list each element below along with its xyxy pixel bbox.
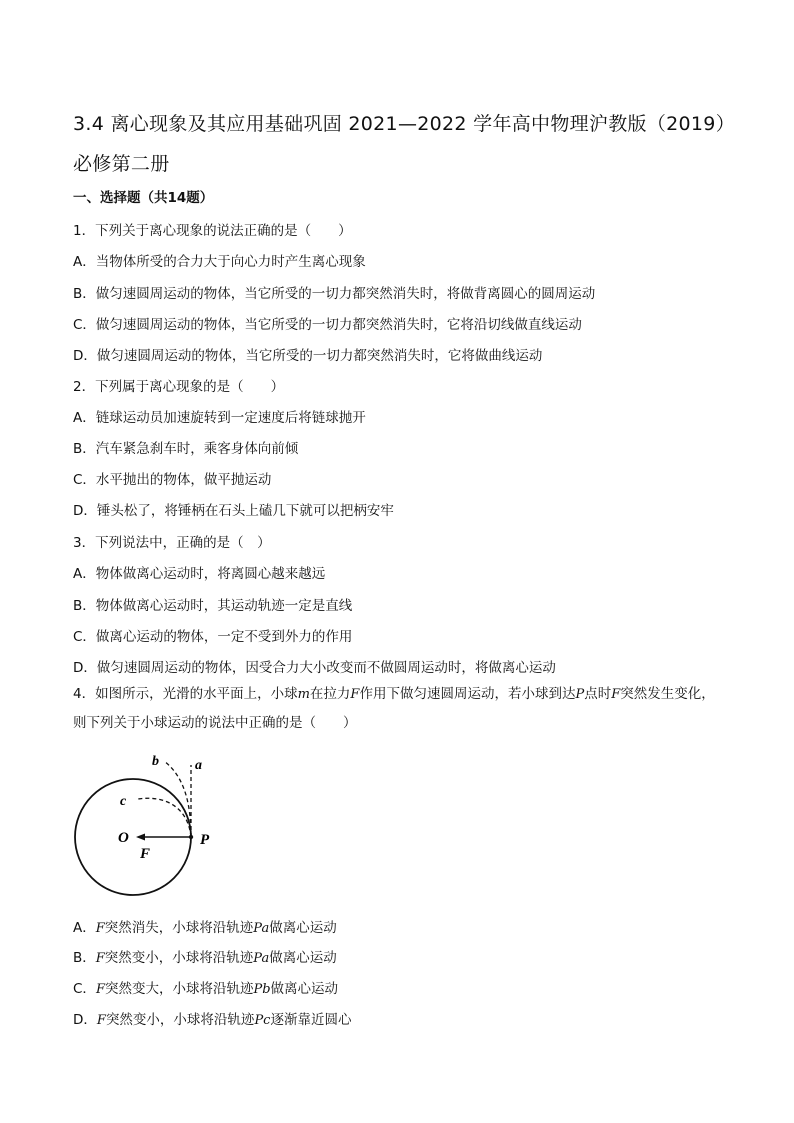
option-var: Pa [253, 951, 270, 966]
option-text: 突然消失，小球将沿轨迹 [104, 920, 254, 936]
option-var: F [95, 982, 105, 997]
option-var: Pa [253, 921, 270, 936]
q4-option-d [73, 1008, 351, 1028]
option-var: Pc [254, 1013, 271, 1028]
option-text: 突然变大，小球将沿轨迹 [104, 981, 254, 997]
q1-option-a: A．当物体所受的合力大于向心力时产生离心现象 [73, 254, 366, 270]
q2-option-d: D．锤头松了，将锤柄在石头上磕几下就可以把柄安牢 [73, 503, 394, 519]
q4-var-f: F [350, 687, 360, 702]
q4-stem-text: 4．如图所示，光滑的水平面上，小球 [73, 686, 298, 702]
q4-option-c [73, 977, 338, 997]
option-prefix: A． [73, 920, 96, 936]
option-text: 突然变小，小球将沿轨迹 [104, 950, 254, 966]
q4-option-b [73, 946, 337, 966]
option-text: 做离心运动 [269, 950, 337, 966]
section-heading: 一、选择题（共14题） [73, 190, 214, 206]
option-var: Pb [253, 982, 271, 997]
q1-stem: 1．下列关于离心现象的说法正确的是（ ） [73, 223, 352, 239]
option-var: F [95, 921, 105, 936]
label-b: b [152, 754, 159, 769]
q2-stem: 2．下列属于离心现象的是（ ） [73, 379, 285, 395]
label-o: O [118, 830, 129, 846]
q4-stem [73, 680, 723, 737]
q2-option-c: C．水平抛出的物体，做平抛运动 [73, 472, 272, 488]
option-var: F [95, 951, 105, 966]
q3-option-a: A．物体做离心运动时，将离圆心越来越远 [73, 566, 326, 582]
q4-var-p: P [575, 687, 585, 702]
q3-option-b: B．物体做离心运动时，其运动轨迹一定是直线 [73, 598, 353, 614]
q4-circular-motion-figure [70, 745, 230, 905]
q4-stem-text: 在拉力 [309, 686, 351, 702]
option-prefix: D． [73, 1012, 97, 1028]
option-text: 突然变小，小球将沿轨迹 [105, 1012, 255, 1028]
option-text: 做离心运动 [270, 981, 339, 997]
q1-option-c: C．做匀速圆周运动的物体，当它所受的一切力都突然消失时，它将沿切线做直线运动 [73, 317, 582, 333]
q4-option-a [73, 916, 337, 936]
option-prefix: C． [73, 981, 96, 997]
q4-var-m: m [297, 687, 310, 702]
q2-option-b: B．汽车紧急刹车时，乘客身体向前倾 [73, 441, 299, 457]
trajectory-c [138, 798, 191, 837]
option-text: 做离心运动 [269, 920, 337, 936]
label-p: P [200, 832, 210, 848]
q1-option-d: D．做匀速圆周运动的物体，当它所受的一切力都突然消失时，它将做曲线运动 [73, 348, 543, 364]
label-f: F [140, 846, 151, 862]
q4-var-f: F [611, 687, 621, 702]
q3-option-c: C．做离心运动的物体，一定不受到外力的作用 [73, 629, 353, 645]
q3-option-d: D．做匀速圆周运动的物体，因受合力大小改变而不做圆周运动时，将做离心运动 [73, 660, 556, 676]
q4-stem-text: 突然发生变化，则下列关于小球运动的说法中正确的是（ ） [73, 686, 715, 731]
force-arrow-head [136, 834, 145, 841]
option-var: F [96, 1013, 106, 1028]
label-c: c [120, 794, 127, 809]
q4-stem-text: 作用下做匀速圆周运动，若小球到达 [359, 686, 576, 702]
q1-option-b: B．做匀速圆周运动的物体，当它所受的一切力都突然消失时，将做背离圆心的圆周运动 [73, 286, 596, 302]
document-title: 3.4 离心现象及其应用基础巩固 2021—2022 学年高中物理沪教版（2019）必修第二册 [73, 113, 726, 175]
q3-stem: 3．下列说法中，正确的是（ ） [73, 535, 271, 551]
q4-stem-text: 点时 [584, 686, 612, 702]
q2-option-a: A．链球运动员加速旋转到一定速度后将链球抛开 [73, 410, 366, 426]
option-prefix: B． [73, 950, 96, 966]
option-text: 逐渐靠近圆心 [270, 1012, 352, 1028]
label-a: a [195, 758, 202, 773]
